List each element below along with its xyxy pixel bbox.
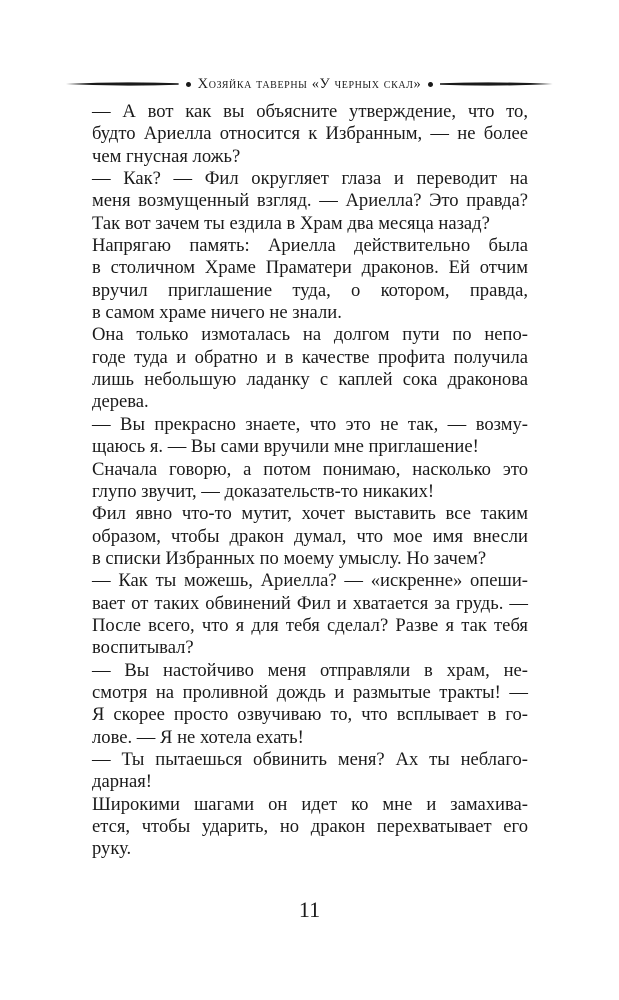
paragraph <box>92 414 528 459</box>
text-line: вручил приглашение туда, о котором, правда, <box>92 279 528 301</box>
left-ornament-rule <box>66 74 179 94</box>
paragraph <box>92 459 528 504</box>
text-line: Она только измоталась на долгом пути по непо- <box>92 324 528 346</box>
text-line: — Вы прекрасно знаете, что это не так, — возму- <box>92 413 528 435</box>
text-line: годе туда и обратно и в качестве профита получила <box>92 346 528 368</box>
text-line: — Ты пытаешься обвинить меня? Ах ты неблаго- <box>92 748 528 770</box>
text-line: смотря на проливной дождь и размытые тракты! — <box>92 681 528 703</box>
paragraph <box>92 235 528 324</box>
text-line: дарная! <box>92 771 152 793</box>
text-line: Я скорее просто озвучиваю то, что всплывает в го- <box>92 704 528 726</box>
text-line: вает от таких обвинений Фил и хватается за грудь. — <box>92 592 528 614</box>
text-line: лове. — Я не хотела ехать! <box>92 726 304 748</box>
text-line: в столичном Храме Праматери драконов. Ей отчим <box>92 257 528 279</box>
text-line: воспитывал? <box>92 637 194 659</box>
paragraph <box>92 168 528 235</box>
text-line: — Как? — Фил округляет глаза и переводит на <box>92 168 528 190</box>
text-line: лишь небольшую ладанку с каплей сока драконова <box>92 369 528 391</box>
text-line: глупо звучит, — доказательств-то никаких! <box>92 480 435 502</box>
text-line: меня возмущенный взгляд. — Ариелла? Это правда? <box>92 190 528 212</box>
left-bullet-icon <box>186 82 191 87</box>
right-ornament-rule <box>440 74 553 94</box>
text-line: Напрягаю память: Ариелла действительно была <box>92 235 528 257</box>
right-bullet-icon <box>428 82 433 87</box>
text-line: ется, чтобы ударить, но дракон перехватывает его <box>92 816 528 837</box>
text-line: щаюсь я. — Вы сами вручили мне приглашение! <box>92 436 479 458</box>
text-line: Широкими шагами он идет ко мне и замахива- <box>92 793 528 815</box>
text-line: в списки Избранных по моему умыслу. Но зачем? <box>92 547 487 569</box>
paragraph <box>92 794 528 861</box>
text-line: После всего, что я для тебя сделал? Разве я так тебя <box>92 614 528 636</box>
text-line: Фил явно что-то мутит, хочет выставить все таким <box>92 503 528 525</box>
text-line: Сначала говорю, а потом понимаю, насколько это <box>92 458 528 480</box>
running-title: Хозяйка таверны «У черных скал» <box>197 75 422 92</box>
paragraph <box>92 324 528 413</box>
paragraph <box>92 503 528 570</box>
text-line: Так вот зачем ты ездила в Храм два месяца назад? <box>92 212 490 234</box>
text-line: будто Ариелла относится к Избранным, — не более <box>92 123 528 145</box>
text-line: чем гнусная ложь? <box>92 145 241 167</box>
body-text <box>92 101 528 861</box>
text-line: — Вы настойчиво меня отправляли в храм, не- <box>92 659 528 681</box>
paragraph <box>92 749 528 794</box>
text-line: в самом храме ничего не знали. <box>92 302 342 324</box>
paragraph <box>92 101 528 168</box>
text-line: — А вот как вы объясните утверждение, что то, <box>92 101 528 122</box>
page-number: 11 <box>298 897 321 922</box>
running-header <box>66 74 553 94</box>
text-line: — Как ты можешь, Ариелла? — «искренне» опеши- <box>92 570 528 592</box>
paragraph <box>92 570 528 659</box>
text-line: образом, чтобы дракон думал, что мое имя внесли <box>92 525 528 547</box>
text-line: дерева. <box>92 391 149 413</box>
text-line: руку. <box>92 838 132 860</box>
paragraph <box>92 660 528 749</box>
